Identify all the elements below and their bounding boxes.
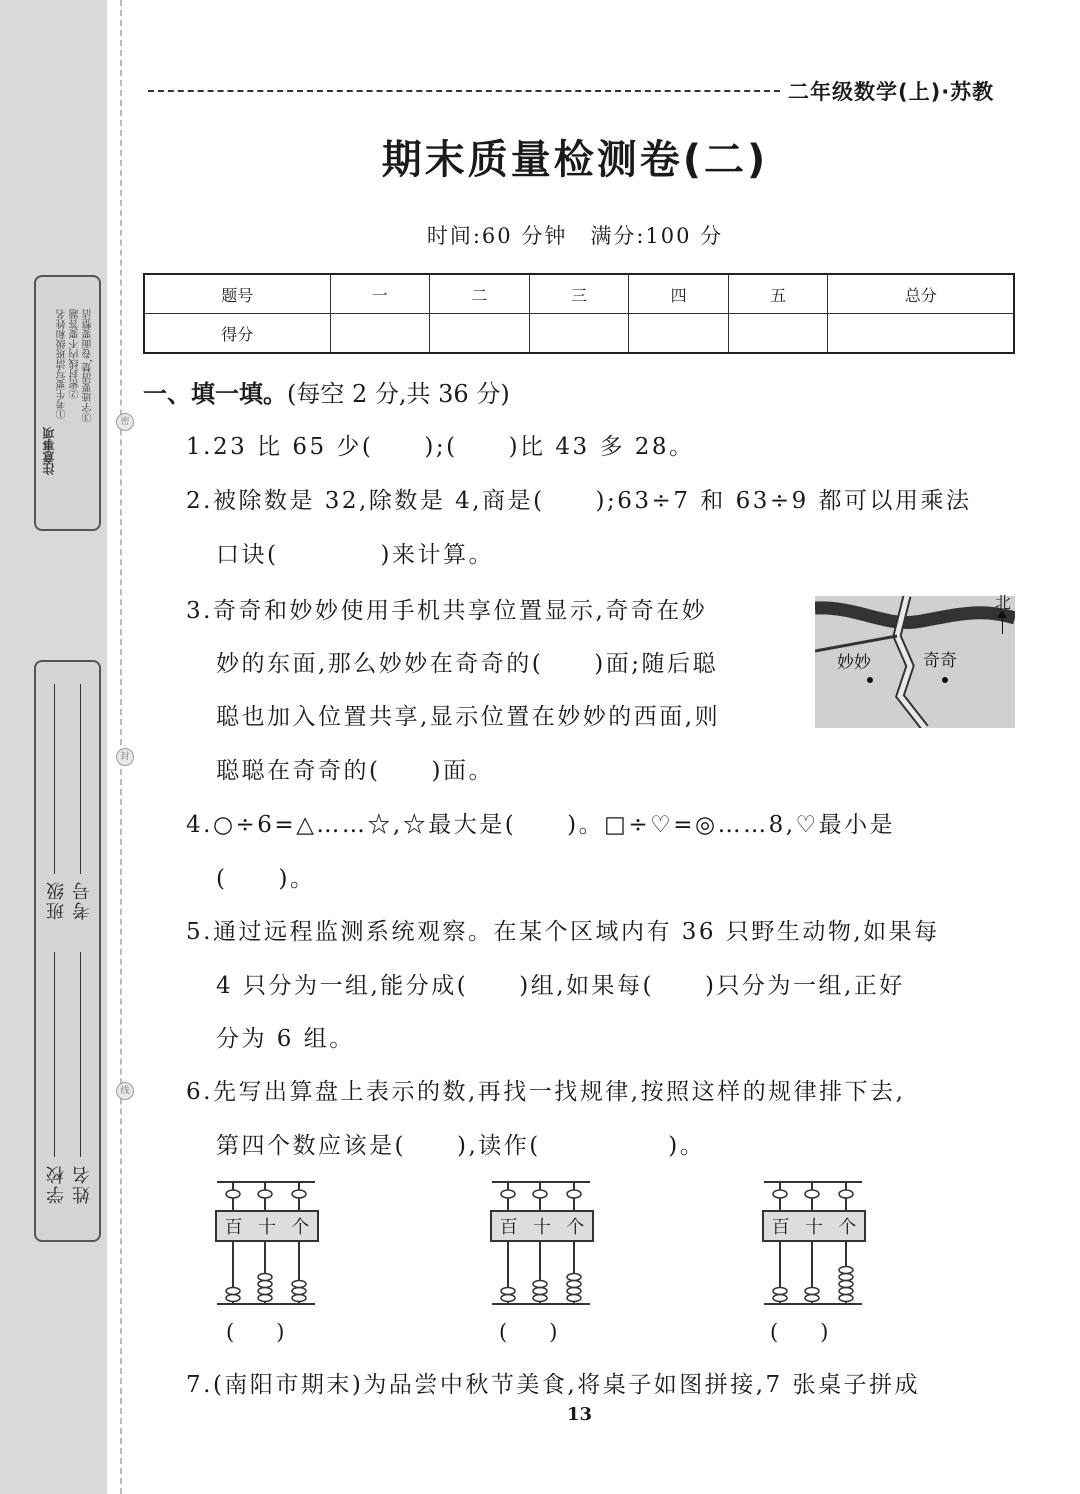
question-2-line-1: 2.被除数是 32,除数是 4,商是( );63÷7 和 63÷9 都可以用乘法: [186, 488, 972, 514]
score-header-cell: 总分: [828, 274, 1014, 314]
name-field-line[interactable]: [80, 952, 81, 1157]
abacus-bead: [258, 1281, 272, 1288]
abacus-bead: [533, 1295, 547, 1302]
map-dot-miaomiao: [867, 677, 873, 683]
abacus-1-label-bar: [215, 1210, 319, 1242]
question-4-line-2: ( )。: [216, 866, 316, 892]
abacus-beads: [226, 1182, 306, 1304]
abacus-bead: [292, 1295, 306, 1302]
section-1-note: (每空 2 分,共 36 分): [287, 380, 510, 408]
score-table-header-row: [144, 274, 1014, 314]
abacus-bead: [258, 1190, 272, 1198]
seal-mark-1: 密: [116, 413, 134, 431]
abacus-label-hundreds: 百: [224, 1217, 243, 1238]
abacus-label-ones: 个: [838, 1217, 857, 1238]
score-row-label: 得分: [144, 314, 330, 354]
school-field-line[interactable]: [54, 952, 55, 1157]
north-arrowhead-icon: [997, 610, 1007, 618]
question-3-line-1: 3.奇奇和妙妙使用手机共享位置显示,奇奇在妙: [186, 598, 708, 624]
abacus-bead: [533, 1281, 547, 1288]
subject-label: 二年级数学(上)·苏教: [788, 80, 995, 104]
abacus-bead: [839, 1281, 853, 1288]
score-cell[interactable]: [629, 314, 729, 354]
abacus-label-hundreds: 百: [771, 1217, 790, 1238]
notes-title: 注意事项: [42, 427, 56, 475]
abacus-bead: [839, 1267, 853, 1274]
abacus-label-ones: 个: [291, 1217, 310, 1238]
abacus-bead: [501, 1288, 515, 1295]
student-info-box: [34, 660, 101, 1242]
abacus-bead: [533, 1288, 547, 1295]
abacus-bead: [567, 1190, 581, 1198]
question-5-line-1: 5.通过远程监测系统观察。在某个区域内有 36 只野生动物,如果每: [186, 919, 940, 945]
abacus-bead: [773, 1190, 787, 1198]
abacus-3-rods: [762, 1178, 872, 1318]
abacus-1-rods: [215, 1178, 325, 1318]
class-field-line[interactable]: [54, 684, 55, 874]
map-label-miaomiao: 妙妙: [837, 653, 871, 673]
abacus-bead: [258, 1295, 272, 1302]
abacus-bead: [501, 1295, 515, 1302]
seal-mark-3: 线: [116, 1082, 134, 1100]
score-cell[interactable]: [529, 314, 629, 354]
north-label: 北: [995, 593, 1012, 612]
score-header-cell: 一: [330, 274, 430, 314]
question-2-line-2: 口诀( )来计算。: [216, 542, 494, 568]
abacus-bead: [258, 1288, 272, 1295]
abacus-bead: [839, 1288, 853, 1295]
abacus-bead: [501, 1190, 515, 1198]
abacus-label-tens: 十: [804, 1217, 823, 1238]
abacus-bead: [567, 1295, 581, 1302]
score-table-score-row: [144, 314, 1014, 354]
header-divider: [148, 90, 780, 92]
abacus-bead: [567, 1281, 581, 1288]
score-header-cell: 四: [629, 274, 729, 314]
abacus-bead: [226, 1288, 240, 1295]
abacus-label-tens: 十: [532, 1217, 551, 1238]
abacus-bead: [292, 1288, 306, 1295]
page-title: 期末质量检测卷(二): [381, 137, 769, 183]
abacus-2-rods: [490, 1178, 600, 1318]
question-5-line-2: 4 只分为一组,能分成( )组,如果每( )只分为一组,正好: [216, 973, 905, 999]
school-label: 学校: [46, 1164, 67, 1204]
score-header-cell: 题号: [144, 274, 330, 314]
note-3: ③字迹要清楚,卷面要整洁: [83, 309, 94, 423]
time-score-info: 时间:60 分钟 满分:100 分: [426, 224, 724, 248]
abacus-bead: [258, 1274, 272, 1281]
score-header-cell: 五: [728, 274, 828, 314]
section-1-title: [143, 374, 510, 409]
question-4-line-1: 4.○÷6=△……☆,☆最大是( )。□÷♡=◎……8,♡最小是: [186, 812, 896, 838]
abacus-2-answer-blank[interactable]: ( ): [499, 1320, 558, 1344]
notes-box: [34, 275, 101, 531]
abacus-bead: [226, 1295, 240, 1302]
question-6-line-2: 第四个数应该是( ),读作( )。: [216, 1133, 706, 1159]
abacus-bead: [805, 1288, 819, 1295]
abacus-bead: [839, 1295, 853, 1302]
abacus-label-tens: 十: [257, 1217, 276, 1238]
map-label-qiqi: 奇奇: [923, 651, 957, 671]
score-cell[interactable]: [728, 314, 828, 354]
exam-number-field-line[interactable]: [80, 684, 81, 874]
abacus-bead: [292, 1281, 306, 1288]
abacus-bead: [839, 1190, 853, 1198]
abacus-bead: [773, 1295, 787, 1302]
abacus-bead: [226, 1190, 240, 1198]
section-1-label: 一、填一填。: [143, 380, 287, 408]
exam-number-label: 考号: [72, 880, 93, 920]
question-7: 7.(南阳市期末)为品尝中秋节美食,将桌子如图拼接,7 张桌子拼成: [186, 1372, 920, 1398]
abacus-bead: [567, 1274, 581, 1281]
question-3-line-2: 妙的东面,那么妙妙在奇奇的( )面;随后聪: [216, 651, 719, 677]
map-dot-qiqi: [942, 677, 948, 683]
location-map: [815, 596, 1015, 728]
note-2: ②密封线内不要答题: [70, 309, 81, 399]
abacus-3-label-bar: [762, 1210, 866, 1242]
abacus-bead: [773, 1288, 787, 1295]
abacus-1-answer-blank[interactable]: ( ): [226, 1320, 285, 1344]
abacus-beads: [773, 1182, 853, 1304]
question-5-line-3: 分为 6 组。: [216, 1026, 355, 1052]
score-header-cell: 二: [430, 274, 530, 314]
abacus-bead: [805, 1190, 819, 1198]
class-label: 班级: [46, 880, 67, 920]
question-1: 1.23 比 65 少( );( )比 43 多 28。: [186, 434, 695, 460]
abacus-beads: [501, 1182, 581, 1304]
page-number: 13: [567, 1404, 593, 1425]
abacus-bead: [567, 1288, 581, 1295]
abacus-bead: [839, 1274, 853, 1281]
abacus-bead: [292, 1190, 306, 1198]
abacus-3-answer-blank[interactable]: ( ): [770, 1320, 829, 1344]
score-cell[interactable]: [828, 314, 1014, 354]
abacus-bead: [805, 1295, 819, 1302]
question-3-line-3: 聪也加入位置共享,显示位置在妙妙的西面,则: [216, 704, 721, 730]
score-header-cell: 三: [529, 274, 629, 314]
question-3-line-4: 聪聪在奇奇的( )面。: [216, 758, 494, 784]
abacus-2-label-bar: [490, 1210, 594, 1242]
score-cell[interactable]: [330, 314, 430, 354]
name-label: 姓名: [72, 1164, 93, 1204]
score-cell[interactable]: [430, 314, 530, 354]
seal-mark-2: 封: [116, 748, 134, 766]
abacus-label-ones: 个: [566, 1217, 585, 1238]
abacus-label-hundreds: 百: [499, 1217, 518, 1238]
question-6-line-1: 6.先写出算盘上表示的数,再找一找规律,按照这样的规律排下去,: [186, 1079, 906, 1105]
abacus-bead: [533, 1190, 547, 1198]
score-table: [143, 273, 1015, 354]
note-1: ①考生要写清班级和姓名: [57, 309, 68, 419]
